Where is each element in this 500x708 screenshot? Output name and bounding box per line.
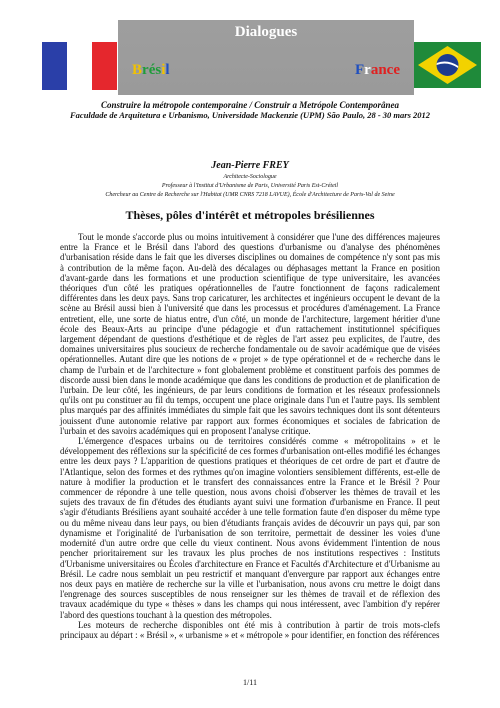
body-text — [60, 232, 440, 640]
brazil-flag — [414, 42, 481, 88]
france-flag-white-stripe — [67, 42, 92, 90]
brazil-flag-emblem — [414, 42, 481, 88]
banner-right-word-letter: F — [354, 62, 365, 78]
author-name: Jean-Pierre FREY — [211, 160, 289, 171]
conference-venue: Faculdade de Arquitetura e Urbanismo, Universidade Mackenzie (UPM) São Paulo, 28 - 30 mars 2012 — [70, 110, 430, 120]
banner-right-word-letter: r — [364, 62, 371, 78]
france-flag — [42, 42, 117, 90]
author-role: Architecte-Sociologue — [223, 174, 277, 180]
banner-left-word — [132, 62, 170, 79]
banner-left-word-letter: é — [148, 62, 156, 78]
banner-left-word-letter: l — [165, 62, 170, 78]
page-number: 1/11 — [243, 678, 257, 687]
paragraph: L'émergence d'espaces urbains ou de territoires considérés comme « métropolitains » et le développement des réflexions sur la spécificité de ces formes d'urbanisation ont-elles modifié les échanges entre les deux pays ? L'apparition de questions pratiques et théoriques de cet ordre de part et d'autre de l'Atlantique, selon des formes et des rythmes qu'on imagine volontiers sensiblement différents, est-elle de nature à modifier la production et le transfert des connaissances entre la France et le Brésil ? Pour commencer de répondre à une telle question, nous avons choisi d'observer les thèmes de travail et les sujets des travaux de fin d'études des étudiants ayant suivi une formation d'urbanisme en France. Il peut s'agir d'étudiants Brésiliens ayant souhaité accéder à une telle formation faute d'en disposer du même type ou du même niveau dans leur pays, ou bien d'étudiants français avides de découvrir un pays qui, par son dynamisme et l'originalité de l'urbanisation de son territoire, permettait de dessiner les voies d'une modernité d'un autre ordre que celle du vieux continent. Nous avons évidemment l'intention de nous pencher prioritairement sur les travaux les plus proches de nos institutions respectives : Instituts d'Urbanisme universitaires ou Écoles d'architecture en France et Facultés d'Architecture et d'Urbanisme au Brésil. Le cadre nous semblait un peu restrictif et manquant d'envergure par rapport aux échanges entre nos deux pays en matière de recherche sur la ville et l'urbanisation, nous avons cru mettre le doigt dans l'engrenage des sources susceptibles de nous renseigner sur les thèmes de travail et de réflexion des travaux académique du type « thèses » dans les champs qui nous intéressent, avec l'ambition d'y repérer l'abord des questions touchant à la question des métropoles. — [60, 436, 440, 620]
banner-right-word — [355, 62, 400, 79]
banner-left-word-letter: s — [155, 62, 162, 78]
banner-right-word-letter: c — [386, 62, 394, 78]
conference-title: Construire la métropole contemporaine / Construir a Metrópole Contemporânea — [100, 100, 400, 110]
author-affiliation-1: Professeur à l'Institut d'Urbanisme de Paris, Université Paris Est-Créteil — [161, 183, 339, 189]
banner-title: Dialogues — [234, 24, 298, 40]
paragraph: Tout le monde s'accorde plus ou moins intuitivement à considérer que l'une des différences majeures entre la France et le Brésil dans l'abord des questions d'urbanisme ou d'analyse des phénomènes d'urbanisation réside dans le fait que les diverses disciplines ou domaines de compétence n'y sont pas mis à contribution de la même façon. Au-delà des décalages ou déphasages mettant la France en position d'avant-garde dans les formations et une production scientifique de type universitaire, les avancées théoriques d'un côté les pratiques opérationnelles de l'autre fonctionnent de façons radicalement différentes dans les deux pays. Sans trop caricaturer, les architectes et ingénieurs occupent le devant de la scène au Brésil aussi bien à l'université que dans les processus et procédures d'aménagement. La France entretient, elle, une sorte de hiatus entre, d'un côté, un monde de l'architecture, largement héritier d'une école des Beaux-Arts au principe d'une pédagogie et d'un rattachement institutionnel spécifiques largement dépendant de questions d'esthétique et de règles de l'art assez peu explicites, de l'autre, des domaines universitaires plus soucieux de recherche fondamentale ou de savoir académique que de visées opérationnelles. Autant dire que les notions de « projet » de type opérationnel et de « recherche dans le champ de l'urbain et de l'architecture » font globalement problème et constituent parfois des pommes de discorde aussi bien dans le monde académique que dans les conditions de production et de planification de l'urbain. De leur côté, les ingénieurs, de par leurs conditions de formation et les réseaux professionnels qu'ils ont pu constituer au fil du temps, occupent une place originale dans l'un et l'autre pays. Ils semblent plus marqués par des affinités immédiates du simple fait que les savoirs techniques dont ils sont détenteurs jouissent d'une autonomie relative par rapport aux formes économiques et sociales de fabrication de l'urbain et des savoirs académiques qui en proposent l'analyse critique. — [60, 232, 440, 436]
banner-left-word-letter: r — [142, 62, 149, 78]
france-flag-blue-stripe — [42, 42, 67, 90]
banner-right-word-letter: e — [393, 62, 400, 78]
paragraph: Les moteurs de recherche disponibles ont été mis à contribution à partir de trois mots-clefs principaux au départ : « Brésil », « urbanisme » et « métropole » pour identifier, en fonction des références — [60, 619, 440, 640]
banner-right-word-letter: n — [378, 62, 387, 78]
banner-left-word-letter: i — [161, 62, 166, 78]
banner-left-word-letter: B — [132, 62, 143, 78]
author-affiliation-2: Chercheur au Centre de Recherche sur l'Habitat (UMR CNRS 7218 LAVUE), École d'Architecture de Paris-Val de Seine — [105, 192, 395, 198]
banner-right-word-letter: a — [370, 62, 379, 78]
france-flag-red-stripe — [92, 42, 117, 90]
paper-title: Thèses, pôles d'intérêt et métropoles brésiliennes — [125, 208, 375, 222]
dialogues-logo — [118, 20, 414, 95]
